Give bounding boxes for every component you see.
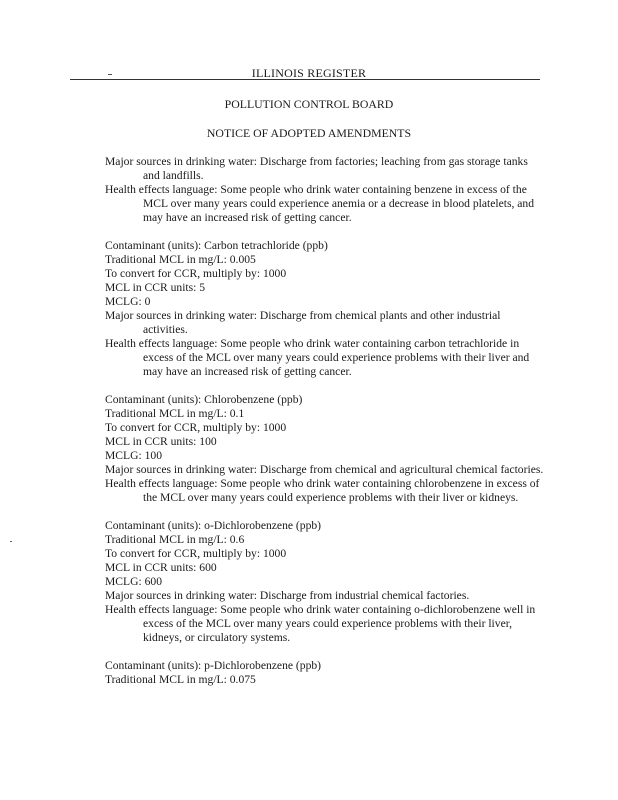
odichloro-ccr: MCL in CCR units: 600 — [105, 561, 217, 574]
chlorobenzene-mcl: Traditional MCL in mg/L: 0.1 — [105, 407, 245, 420]
odichloro-contaminant: Contaminant (units): o-Dichlorobenzene (ppb) — [105, 519, 322, 532]
carbontet-contaminant: Contaminant (units): Carbon tetrachloride (ppb) — [105, 239, 328, 252]
chlorobenzene-sources: Major sources in drinking water: Discharge from chemical and agricultural chemical factories. — [105, 463, 544, 476]
pdichloro-contaminant: Contaminant (units): p-Dichlorobenzene (ppb) — [105, 659, 322, 672]
odichloro-convert: To convert for CCR, multiply by: 1000 — [105, 547, 287, 560]
chlorobenzene-convert: To convert for CCR, multiply by: 1000 — [105, 421, 287, 434]
margin-mark — [10, 541, 12, 542]
chlorobenzene-ccr: MCL in CCR units: 100 — [105, 435, 217, 448]
carbontet-health-effects: Health effects language: Some people who drink water containing carbon tetrachloride in excess of the MCL over many years could experience problems with their liver and may have an increased risk of getting cancer. — [105, 337, 530, 378]
pdichloro-mcl: Traditional MCL in mg/L: 0.075 — [105, 673, 256, 686]
carbontet-sources: Major sources in drinking water: Discharge from chemical plants and other industrial activities. — [105, 309, 501, 336]
carbontet-convert: To convert for CCR, multiply by: 1000 — [105, 267, 287, 280]
odichloro-sources: Major sources in drinking water: Discharge from industrial chemical factories. — [105, 589, 470, 602]
notice-heading: NOTICE OF ADOPTED AMENDMENTS — [206, 126, 412, 140]
header-rule — [70, 79, 540, 80]
benzene-health-effects: Health effects language: Some people who drink water containing benzene in excess of the MCL over many years could experience anemia or a decrease in blood platelets, and may have an increased risk of getting cancer. — [105, 183, 535, 224]
board-heading: POLLUTION CONTROL BOARD — [224, 97, 394, 111]
carbontet-ccr: MCL in CCR units: 5 — [105, 281, 206, 294]
header-mark — [108, 74, 112, 75]
benzene-sources: Major sources in drinking water: Discharge from factories; leaching from gas storage tanks and landfills. — [105, 155, 528, 182]
chlorobenzene-health-effects: Health effects language: Some people who drink water containing chlorobenzene in excess of the MCL over many years could experience problems with their liver or kidneys. — [105, 477, 540, 504]
odichloro-health-effects: Health effects language: Some people who drink water containing o-dichlorobenzene well in excess of the MCL over many years could experience problems with their liver, kidneys, or circulatory systems. — [105, 603, 536, 644]
carbontet-mcl: Traditional MCL in mg/L: 0.005 — [105, 253, 256, 266]
odichloro-mcl: Traditional MCL in mg/L: 0.6 — [105, 533, 245, 546]
odichloro-mclg: MCLG: 600 — [105, 575, 163, 588]
register-title: ILLINOIS REGISTER — [251, 66, 367, 80]
document-body — [105, 155, 545, 687]
chlorobenzene-contaminant: Contaminant (units): Chlorobenzene (ppb) — [105, 393, 303, 406]
carbontet-mclg: MCLG: 0 — [105, 295, 151, 308]
chlorobenzene-mclg: MCLG: 100 — [105, 449, 163, 462]
